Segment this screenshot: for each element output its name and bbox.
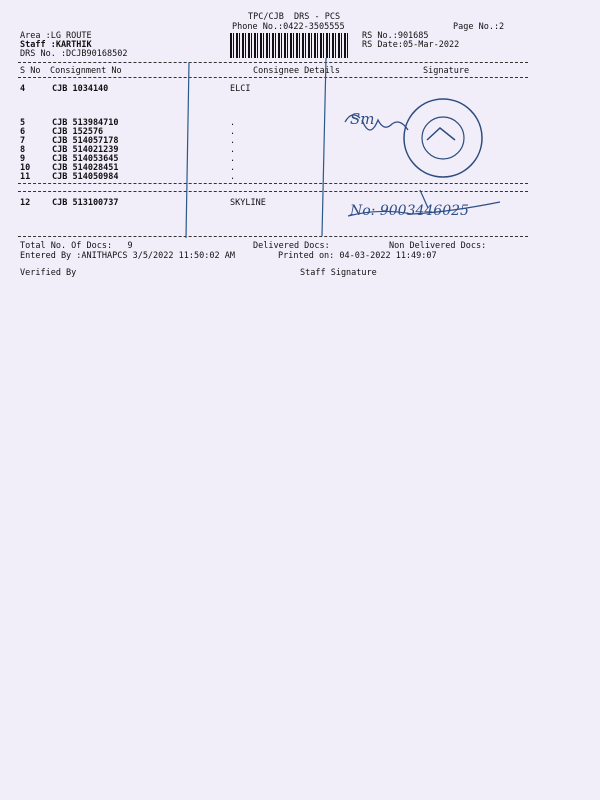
row-consignee: .	[230, 118, 236, 128]
row-sno: 4	[20, 84, 26, 94]
drs-number: DRS No. :DCJB90168502	[20, 49, 128, 59]
row-consignment: CJB 514028451	[52, 163, 119, 173]
row-consignment: CJB 152576	[52, 127, 104, 137]
column-consignee: Consignee Details	[253, 66, 340, 76]
row-sno: 10	[20, 163, 31, 173]
row-consignee: .	[230, 127, 236, 137]
row-sno: 11	[20, 172, 31, 182]
column-sno: S No	[20, 66, 41, 76]
staff-signature: Staff Signature	[300, 268, 377, 278]
row-sno: 8	[20, 145, 26, 155]
row-consignee: .	[230, 163, 236, 173]
area-label: Area :LG ROUTE	[20, 31, 92, 41]
handwritten-phone-note: No: 9003446025	[350, 203, 469, 219]
verified-by: Verified By	[20, 268, 77, 278]
handwritten-column-line	[186, 62, 189, 238]
handwritten-signature: Sm	[350, 110, 375, 128]
round-stamp	[404, 99, 482, 177]
page-number: Page No.:2	[453, 22, 505, 32]
row-consignment: CJB 514021239	[52, 145, 119, 155]
row-sno: 12	[20, 198, 31, 208]
row-consignment: CJB 1034140	[52, 84, 109, 94]
staff-label: Staff :KARTHIK	[20, 40, 92, 50]
row-sno: 9	[20, 154, 26, 164]
row-consignment: CJB 514050984	[52, 172, 119, 182]
column-signature: Signature	[423, 66, 470, 76]
row-consignee: ELCI	[230, 84, 251, 94]
non-delivered-docs: Non Delivered Docs:	[389, 241, 487, 251]
handwritten-column-line	[322, 58, 326, 236]
row-consignee: .	[230, 154, 236, 164]
column-consignment: Consignment No	[50, 66, 122, 76]
row-sno: 5	[20, 118, 26, 128]
row-consignment: CJB 514057178	[52, 136, 119, 146]
row-consignment: CJB 513100737	[52, 198, 119, 208]
row-consignment: CJB 514053645	[52, 154, 119, 164]
row-sno: 6	[20, 127, 26, 137]
row-consignment: CJB 513984710	[52, 118, 119, 128]
row-consignee: .	[230, 136, 236, 146]
document-title: TPC/CJB DRS - PCS	[248, 12, 341, 22]
rs-date: RS Date:05-Mar-2022	[362, 40, 460, 50]
printed-on: Printed on: 04-03-2022 11:49:07	[278, 251, 437, 261]
row-consignee: .	[230, 145, 236, 155]
entered-by: Entered By :ANITHAPCS 3/5/2022 11:50:02 AM	[20, 251, 235, 261]
row-sno: 7	[20, 136, 26, 146]
rs-number: RS No.:901685	[362, 31, 429, 41]
phone-number: Phone No.:0422-3505555	[232, 22, 345, 32]
row-consignee: .	[230, 172, 236, 182]
row-consignee: SKYLINE	[230, 198, 266, 208]
total-docs: Total No. Of Docs: 9	[20, 241, 133, 251]
delivered-docs: Delivered Docs:	[253, 241, 330, 251]
